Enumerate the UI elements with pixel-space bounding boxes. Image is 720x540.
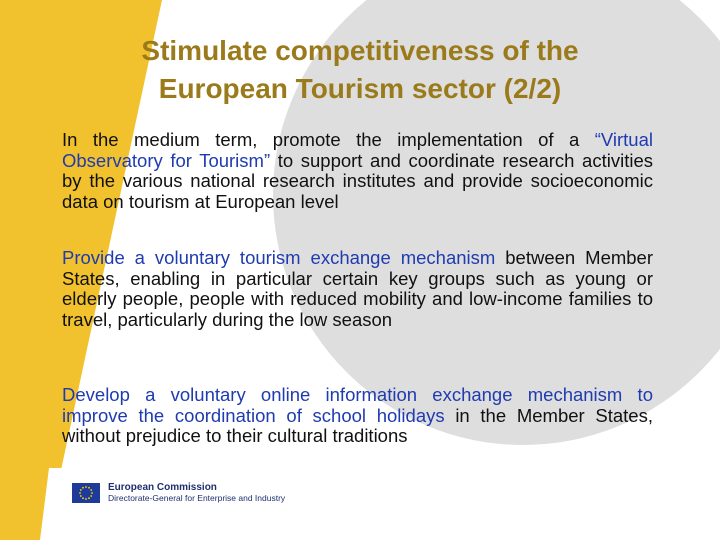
organisation-name: European Commission: [108, 482, 217, 493]
commission-text: [108, 482, 285, 504]
paragraph-exchange: [62, 248, 653, 330]
eu-flag-icon: [72, 483, 100, 503]
paragraph-observatory: [62, 130, 653, 212]
paragraph-text: in the Member States, without prejudice to their cultural traditions: [62, 404, 653, 446]
title-line-1: Stimulate competitiveness of the: [141, 35, 579, 66]
highlighted-text: Provide a voluntary tourism exchange mechanism: [62, 247, 496, 268]
highlighted-text: Develop a voluntary online information exchange mechanism to improve the coordination of school holidays: [62, 384, 653, 426]
directorate-name: Directorate-General for Enterprise and Industry: [108, 493, 286, 503]
page-title: [60, 32, 660, 108]
title-line-2: European Tourism sector (2/2): [158, 73, 562, 104]
paragraph-school-holidays: [62, 385, 653, 447]
footer-band: [0, 468, 720, 540]
paragraph-text: between Member States, enabling in particular certain key groups such as young or elderly people, people with reduced mobility and low-income families to travel, particularly during the low season: [62, 247, 654, 330]
paragraph-text: to support and coordinate research activities by the various national research institutes and provide socioeconomic data on tourism at European level: [62, 149, 653, 212]
highlighted-text: “Virtual Observatory for Tourism”: [62, 129, 653, 171]
european-commission-logo: [72, 482, 285, 504]
paragraph-text: In the medium term, promote the implementation of a: [62, 129, 595, 150]
